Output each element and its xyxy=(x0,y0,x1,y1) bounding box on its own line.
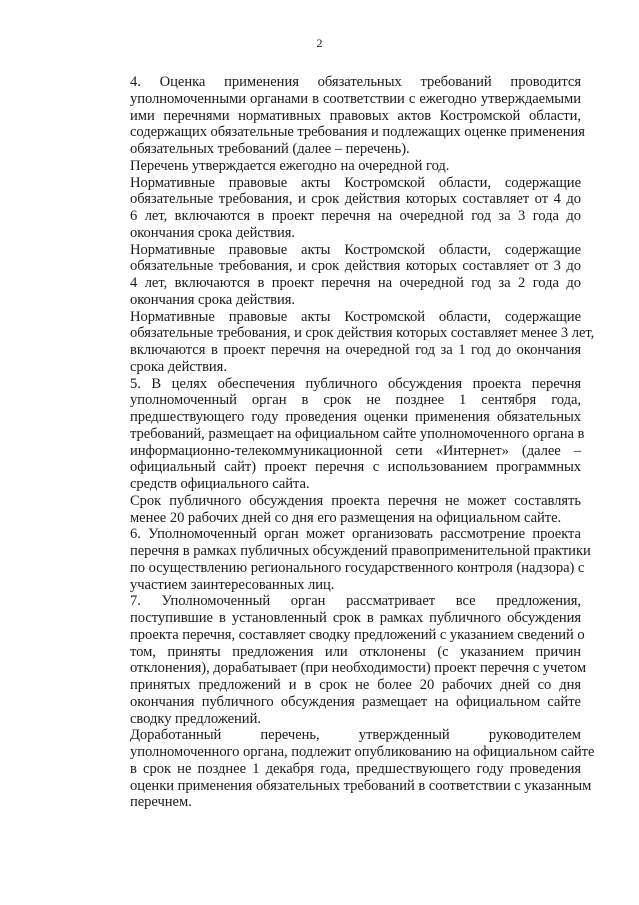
paragraph-item-4 xyxy=(94,74,585,158)
text-line: том, приняты предложения или отклонены (с указанием причин xyxy=(130,643,581,660)
text-line: срока действия. xyxy=(130,358,227,375)
text-line: уполномоченными органами в соответствии с ежегодно утверждаемыми xyxy=(130,90,581,107)
paragraph-item-5 xyxy=(94,375,585,493)
text-line: 5. В целях обеспечения публичного обсуждения проекта перечня xyxy=(130,375,581,392)
text-line: содержащих обязательные требования и подлежащих оценке применения xyxy=(130,124,585,141)
text-line: 7. Уполномоченный орган рассматривает все предложения, xyxy=(130,593,581,610)
paragraph-term-3-4-years xyxy=(94,242,581,309)
text-line: окончания публичного обсуждения размещает на официальном сайте xyxy=(130,693,581,710)
text-line: перечня в рамках публичных обсуждений правоприменительной практики xyxy=(130,543,591,559)
text-line: средств официального сайта. xyxy=(130,476,310,492)
text-line: 4. Оценка применения обязательных требований проводится xyxy=(130,74,581,90)
text-line: требований, размещает на официальном сайте уполномоченного органа в xyxy=(130,425,585,442)
text-line: уполномоченный орган в срок не позднее 1 сентября года, xyxy=(130,392,581,409)
text-line: сводку предложений. xyxy=(130,710,261,727)
text-line: в срок не позднее 1 декабря года, предшествующего году проведения xyxy=(130,760,581,777)
text-line: проекта перечня, составляет сводку предложений с указанием сведений о xyxy=(130,626,585,643)
text-line: Срок публичного обсуждения проекта перечня не может составлять xyxy=(130,492,581,509)
text-line: 6. Уполномоченный орган может организовать рассмотрение проекта xyxy=(130,526,581,543)
text-line: оценки применения обязательных требований в соответствии с указанным xyxy=(130,777,592,794)
text-line: окончания срока действия. xyxy=(130,224,295,241)
text-line: обязательные требования, и срок действия которых составляет менее 3 лет, xyxy=(130,325,595,342)
text-line: участием заинтересованных лиц. xyxy=(130,576,335,593)
document-body xyxy=(94,74,595,811)
paragraph-yearly-approval xyxy=(94,158,581,175)
text-line: принятых предложений и в срок не более 20 рабочих дней со дня xyxy=(130,677,581,693)
text-line: поступившие в установленный срок в рамках публичного обсуждения xyxy=(130,610,581,626)
text-line: уполномоченного органа, подлежит опубликованию на официальном сайте xyxy=(130,744,595,760)
text-line: обязательные требования, и срок действия которых составляет от 4 до xyxy=(130,191,581,208)
paragraph-final-list-publication xyxy=(94,727,595,811)
text-line: Перечень утверждается ежегодно на очередной год. xyxy=(130,157,450,174)
text-line: Нормативные правовые акты Костромской области, содержащие xyxy=(130,308,581,325)
text-line: информационно-телекоммуникационной сети «Интернет» (далее – xyxy=(130,442,581,459)
text-line: обязательные требования, и срок действия которых составляет от 3 до xyxy=(130,258,581,275)
text-line: Нормативные правовые акты Костромской области, содержащие xyxy=(130,241,581,258)
page-number: 2 xyxy=(316,36,323,50)
text-line: Доработанный перечень, утвержденный руководителем xyxy=(130,727,581,744)
text-line: перечнем. xyxy=(130,794,192,811)
text-line: отклонения), дорабатывает (при необходимости) проект перечня с учетом xyxy=(130,660,587,677)
text-line: 6 лет, включаются в проект перечня на очередной год за 3 года до xyxy=(130,208,581,224)
text-line: ими перечнями нормативных правовых актов Костромской области, xyxy=(130,107,581,124)
paragraph-item-7 xyxy=(94,593,587,727)
text-line: официальный сайт) проект перечня с использованием программных xyxy=(130,459,581,476)
paragraph-term-4-6-years xyxy=(94,175,581,242)
paragraph-item-6 xyxy=(94,526,591,593)
text-line: менее 20 рабочих дней со дня его размещения на официальном сайте. xyxy=(130,509,562,526)
text-line: по осуществлению регионального государственного контроля (надзора) с xyxy=(130,559,585,576)
text-line: Нормативные правовые акты Костромской области, содержащие xyxy=(130,174,581,191)
paragraph-discussion-term xyxy=(94,493,581,527)
text-line: предшествующего году проведения оценки применения обязательных xyxy=(130,409,581,425)
text-line: включаются в проект перечня на очередной год за 1 год до окончания xyxy=(130,342,581,358)
text-line: окончания срока действия. xyxy=(130,291,295,308)
paragraph-term-under-3-years xyxy=(94,308,595,376)
text-line: 4 лет, включаются в проект перечня на очередной год за 2 года до xyxy=(130,275,581,291)
text-line: обязательных требований (далее – перечень). xyxy=(130,141,410,157)
